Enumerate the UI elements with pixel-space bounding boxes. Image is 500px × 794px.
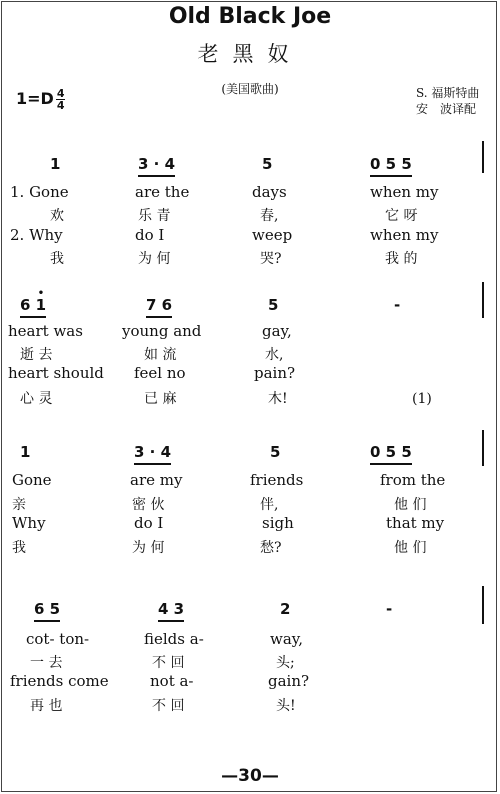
- verse-2-chinese-lyric: 为 何: [138, 251, 171, 267]
- verse-1-chinese-lyric: 一 去: [30, 655, 63, 671]
- verse-2-english-lyric: 2. Why: [10, 226, 63, 244]
- measure-9-notes: 1: [20, 443, 31, 461]
- composer-credit: S. 福斯特曲: [416, 86, 480, 100]
- verse-1-english-lyric: heart was: [8, 322, 83, 340]
- verse-1-chinese-lyric: 伴,: [260, 497, 279, 513]
- measure-14-notes: 4 3: [158, 600, 184, 622]
- high-octave-note: 1 •: [35, 288, 47, 314]
- verse-1-english-lyric: 1. Gone: [10, 183, 69, 201]
- verse-1-chinese-lyric: 头;: [276, 655, 295, 671]
- verse-2-english-lyric: gain?: [268, 672, 310, 690]
- verse-1-chinese-lyric: 亲: [12, 497, 26, 513]
- verse-2-chinese-lyric: 木!: [268, 391, 288, 407]
- verse-1-chinese-lyric: 它 呀: [385, 208, 418, 224]
- time-signature-numerator: 4: [56, 87, 65, 100]
- verse-2-chinese-lyric: 头!: [276, 698, 296, 714]
- verse-2-english-lyric: Why: [12, 514, 46, 532]
- measure-15-notes: 2: [280, 600, 291, 618]
- verse-1-english-lyric: Gone: [12, 471, 52, 489]
- key-label: 1=D: [16, 89, 54, 108]
- bar-line: [482, 282, 484, 318]
- song-subtitle: (美国歌曲): [221, 82, 279, 96]
- verse-1-chinese-lyric: 如 流: [144, 347, 177, 363]
- measure-7-notes: 5: [268, 296, 279, 314]
- verse-2-english-lyric: pain?: [254, 364, 296, 382]
- measure-1-notes: 1: [50, 155, 61, 173]
- measure-8-notes: -: [394, 296, 401, 314]
- song-title-chinese: 老黑奴: [197, 42, 303, 66]
- verse-1-chinese-lyric: 春,: [260, 208, 279, 224]
- verse-1-english-lyric: days: [252, 183, 287, 201]
- time-signature-denominator: 4: [56, 99, 65, 112]
- verse-2-chinese-lyric: 为 何: [132, 540, 165, 556]
- page-number: —30—: [221, 766, 279, 786]
- verse-1-english-lyric: cot- ton-: [26, 630, 90, 648]
- verse-1-chinese-lyric: 乐 青: [138, 208, 171, 224]
- verse-1-english-lyric: when my: [370, 183, 439, 201]
- bar-line: [482, 430, 484, 466]
- verse-2-chinese-lyric: 愁?: [260, 540, 282, 556]
- verse-2-chinese-lyric: 不 回: [152, 698, 185, 714]
- octave-dot: •: [37, 288, 45, 299]
- verse-1-english-lyric: fields a-: [144, 630, 204, 648]
- verse-2-chinese-lyric: 我 的: [385, 251, 418, 267]
- measure-6-notes: 7 6: [146, 296, 172, 318]
- verse-2-chinese-lyric: 已 麻: [144, 391, 177, 407]
- translator-credit: 安 波译配: [416, 102, 477, 116]
- time-signature: [56, 88, 66, 111]
- bar-line: [482, 586, 484, 624]
- verse-1-chinese-lyric: 逝 去: [20, 347, 53, 363]
- verse-1-chinese-lyric: 不 回: [152, 655, 185, 671]
- verse-1-english-lyric: young and: [122, 322, 202, 340]
- verse-2-chinese-lyric: 我: [50, 251, 64, 267]
- verse-2-english-lyric: not a-: [150, 672, 194, 690]
- verse-2-english-lyric: weep: [252, 226, 293, 244]
- measure-2-notes: 3 · 4: [138, 155, 175, 177]
- song-title-english: Old Black Joe: [168, 4, 332, 29]
- verse-2-chinese-lyric: 哭?: [260, 251, 282, 267]
- measure-13-notes: 6 5: [34, 600, 60, 622]
- key-signature: [16, 88, 65, 111]
- measure-5-notes: 6 1 •: [20, 296, 46, 318]
- verse-2-english-lyric: do I: [134, 514, 164, 532]
- verse-1-english-lyric: are my: [130, 471, 183, 489]
- verse-1-chinese-lyric: 密 伙: [132, 497, 165, 513]
- verse-1-chinese-lyric: 欢: [50, 208, 64, 224]
- verse-2-chinese-lyric: 我: [12, 540, 26, 556]
- verse-1-chinese-lyric: 他 们: [394, 497, 427, 513]
- verse-2-english-lyric: heart should: [8, 364, 104, 382]
- measure-12-notes: 0 5 5: [370, 443, 412, 465]
- verse-2-english-lyric: friends come: [10, 672, 109, 690]
- verse-2-english-lyric: that my: [386, 514, 445, 532]
- verse-1-english-lyric: friends: [250, 471, 304, 489]
- first-ending-mark: (1): [412, 391, 432, 407]
- verse-1-english-lyric: from the: [380, 471, 446, 489]
- measure-10-notes: 3 · 4: [134, 443, 171, 465]
- verse-1-english-lyric: way,: [270, 630, 304, 648]
- measure-4-notes: 0 5 5: [370, 155, 412, 177]
- verse-1-english-lyric: gay,: [262, 322, 292, 340]
- verse-2-english-lyric: when my: [370, 226, 439, 244]
- verse-2-chinese-lyric: 心 灵: [20, 391, 53, 407]
- verse-2-english-lyric: do I: [135, 226, 165, 244]
- measure-3-notes: 5: [262, 155, 273, 173]
- verse-2-english-lyric: sigh: [262, 514, 294, 532]
- measure-16-notes: -: [386, 600, 393, 618]
- verse-1-chinese-lyric: 水,: [265, 347, 284, 363]
- verse-1-english-lyric: are the: [135, 183, 190, 201]
- verse-2-chinese-lyric: 他 们: [394, 540, 427, 556]
- measure-11-notes: 5: [270, 443, 281, 461]
- bar-line: [482, 141, 484, 173]
- verse-2-english-lyric: feel no: [134, 364, 186, 382]
- verse-2-chinese-lyric: 再 也: [30, 698, 63, 714]
